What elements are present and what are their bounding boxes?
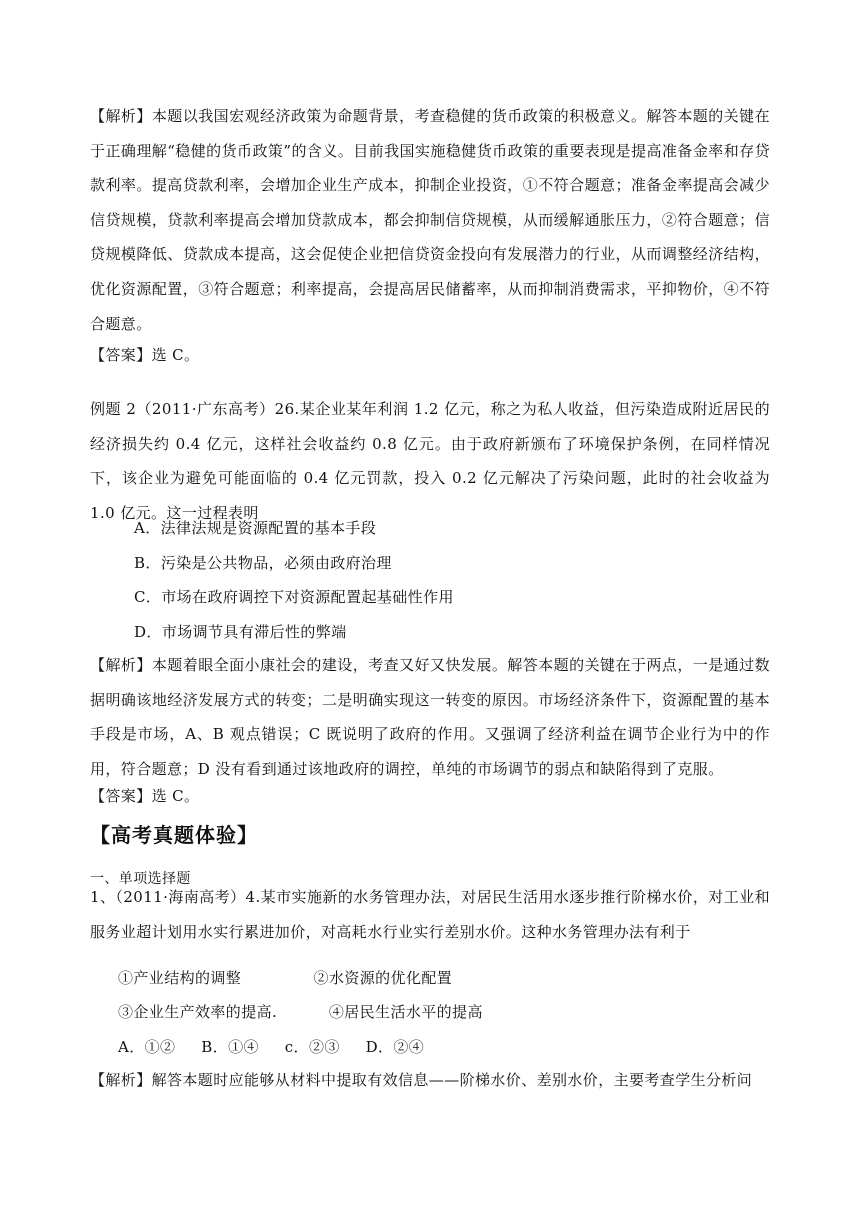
question-1: 1、（2011·海南高考）4.某市实施新的水务管理办法，对居民生活用水逐步推行阶梯水价，对工业和服务业超计划用水实行累进加价，对高耗水行业实行差别水价。这种水务管理办法有利于 xyxy=(90,888,770,941)
option-b: B．污染是公共物品，必须由政府治理 xyxy=(134,554,392,572)
section-subheading: 一、单项选择题 xyxy=(90,871,191,887)
answer-line-2: 【答案】选 C。 xyxy=(90,787,200,805)
option-a: A．法律法规是资源配置的基本手段 xyxy=(134,519,377,537)
analysis-paragraph-3: 【解析】解答本题时应能够从材料中提取有效信息——阶梯水价、差别水价，主要考查学生分析问 xyxy=(90,1071,753,1089)
option-d: D．市场调节具有滞后性的弊端 xyxy=(134,623,347,641)
example-2-question: 例题 2（2011·广东高考）26.某企业某年利润 1.2 亿元，称之为私人收益，但污染造成附近居民的经济损失约 0.4 亿元，这样社会收益约 0.8 亿元。由于政府新颁布了环境保护条例，在同样情况下，该企业为避免可能面临的 0.4 亿元罚款，投入 0.2 亿元解决了污染问题，此时的社会收益为 1.0 亿元。这一过程表明 xyxy=(90,400,770,522)
question-1-choices: A．①② B．①④ c．②③ D．②④ xyxy=(118,1038,425,1056)
answer-line-1: 【答案】选 C。 xyxy=(90,346,200,364)
question-1-items-row-2: ③企业生产效率的提高. ④居民生活水平的提高 xyxy=(118,1003,483,1021)
option-c: C．市场在政府调控下对资源配置起基础性作用 xyxy=(134,588,454,606)
analysis-paragraph-2: 【解析】本题着眼全面小康社会的建设，考查又好又快发展。解答本题的关键在于两点，一是通过数据明确该地经济发展方式的转变；二是明确实现这一转变的原因。市场经济条件下，资源配置的基本手段是市场，A、B 观点错误；C 既说明了政府的作用。又强调了经济利益在调节企业行为中的作用，符合题意；D 没有看到通过该地政府的调控，单纯的市场调节的弱点和缺陷得到了克服。 xyxy=(90,656,770,778)
section-heading: 【高考真题体验】 xyxy=(90,823,258,847)
analysis-paragraph-1: 【解析】本题以我国宏观经济政策为命题背景，考查稳健的货币政策的积极意义。解答本题的关键在于正确理解“稳健的货币政策”的含义。目前我国实施稳健货币政策的重要表现是提高准备金率和存贷款利率。提高贷款利率，会增加企业生产成本，抑制企业投资，①不符合题意；准备金率提高会减少信贷规模，贷款利率提高会增加贷款成本，都会抑制信贷规模，从而缓解通胀压力，②符合题意；信贷规模降低、贷款成本提高，这会促使企业把信贷资金投向有发展潜力的行业，从而调整经济结构，优化资源配置，③符合题意；利率提高，会提高居民储蓄率，从而抑制消费需求，平抑物价，④不符合题意。 xyxy=(90,107,770,333)
question-1-items-row-1: ①产业结构的调整 ②水资源的优化配置 xyxy=(118,969,453,987)
